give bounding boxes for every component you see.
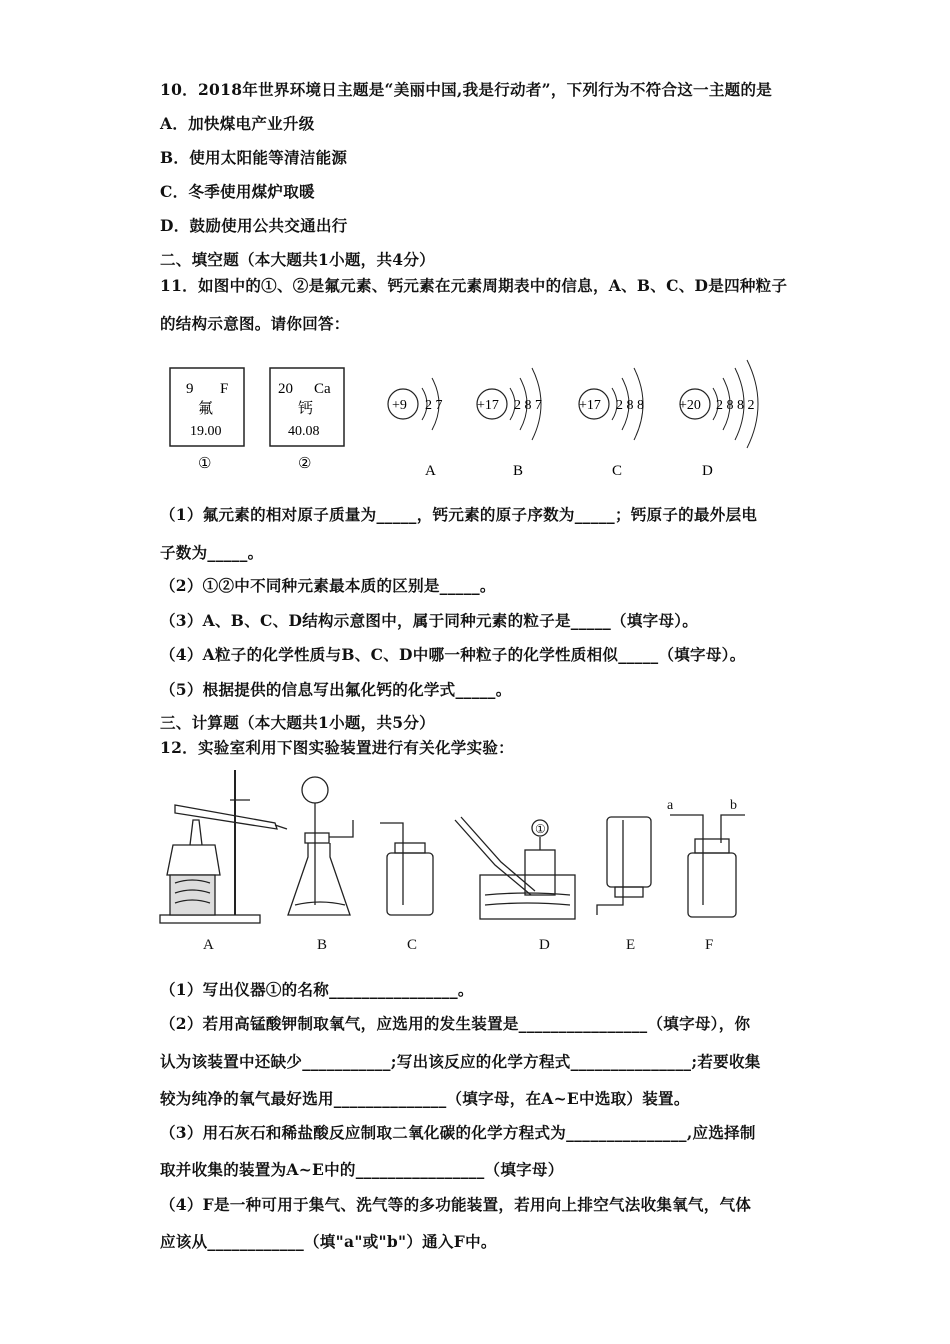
apparatus-d: [455, 817, 575, 953]
apparatus-a: [160, 770, 287, 953]
q11-stem-line1: 11．如图中的①、②是氟元素、钙元素在元素周期表中的信息，A、B、C、D是四种粒子: [160, 276, 788, 295]
svg-text:B: B: [513, 463, 524, 479]
apparatus-e: [597, 817, 651, 953]
svg-text:19.00: 19.00: [190, 424, 222, 439]
q12-sub1: （1）写出仪器①的名称________________。: [160, 980, 474, 999]
svg-text:C: C: [407, 937, 418, 953]
svg-text:D: D: [539, 937, 550, 953]
apparatus-f: [667, 798, 745, 953]
particle-diagram-b: [477, 368, 542, 479]
q11-sub5: （5）根据提供的信息写出氟化钙的化学式_____。: [160, 680, 512, 699]
svg-text:B: B: [317, 937, 328, 953]
q10-stem: 10．2018年世界环境日主题是“美丽中国,我是行动者”，下列行为不符合这一主题的是: [160, 80, 773, 99]
svg-text:2 8 8: 2 8 8: [616, 398, 644, 413]
svg-text:+20: +20: [679, 398, 701, 413]
svg-text:钙: 钙: [298, 401, 314, 417]
section-2-heading: 二、填空题（本大题共1小题，共4分）: [160, 250, 435, 269]
svg-text:氟: 氟: [198, 401, 214, 417]
q11-sub4: （4）A粒子的化学性质与B、C、D中哪一种粒子的化学性质相似_____（填字母）。: [160, 645, 746, 664]
periodic-cell-calcium: [270, 368, 344, 472]
q12-sub3-line1: （3）用石灰石和稀盐酸反应制取二氧化碳的化学方程式为_______________,应选择制: [160, 1123, 756, 1142]
svg-text:+17: +17: [579, 398, 601, 413]
q12-sub2-line2: 认为该装置中还缺少___________;写出该反应的化学方程式_______________;若要收集: [160, 1052, 761, 1071]
svg-text:9: 9: [186, 381, 194, 397]
q11-sub2: （2）①②中不同种元素最本质的区别是_____。: [160, 576, 496, 595]
svg-text:+9: +9: [392, 398, 407, 413]
svg-text:②: ②: [298, 456, 312, 472]
svg-text:40.08: 40.08: [288, 424, 320, 439]
svg-text:A: A: [203, 937, 214, 953]
q10-option-d: D．鼓励使用公共交通出行: [160, 216, 348, 235]
svg-text:b: b: [730, 798, 737, 813]
particle-diagram-a: [388, 378, 443, 479]
svg-text:C: C: [612, 463, 623, 479]
svg-text:a: a: [667, 798, 674, 813]
svg-text:D: D: [702, 463, 713, 479]
q12-sub4-line2: 应该从____________（填"a"或"b"）通入F中。: [160, 1232, 497, 1251]
q11-figure: [160, 355, 800, 485]
q11-sub1-line1: （1）氟元素的相对原子质量为_____，钙元素的原子序数为_____；钙原子的最外层电: [160, 505, 758, 524]
particle-diagram-c: [579, 368, 644, 479]
q11-sub1-line2: 子数为_____。: [160, 543, 264, 562]
svg-text:①: ①: [535, 822, 546, 836]
svg-text:2 8 7: 2 8 7: [514, 398, 542, 413]
q11-sub3: （3）A、B、C、D结构示意图中，属于同种元素的粒子是_____（填字母）。: [160, 611, 699, 630]
svg-text:20: 20: [278, 381, 293, 397]
svg-text:A: A: [425, 463, 436, 479]
svg-text:F: F: [705, 937, 714, 953]
q10-option-c: C．冬季使用煤炉取暖: [160, 182, 315, 201]
apparatus-b: [288, 777, 353, 953]
q11-stem-line2: 的结构示意图。请你回答：: [160, 314, 350, 333]
apparatus-c: [380, 823, 433, 953]
q12-sub2-line1: （2）若用高锰酸钾制取氧气，应选用的发生装置是________________（填字母），你: [160, 1014, 751, 1033]
particle-diagram-d: [679, 360, 758, 479]
section-3-heading: 三、计算题（本大题共1小题，共5分）: [160, 713, 435, 732]
svg-text:2 8 8 2: 2 8 8 2: [716, 398, 755, 413]
svg-text:+17: +17: [477, 398, 499, 413]
q12-sub3-line2: 取并收集的装置为A~E中的________________（填字母）: [160, 1160, 564, 1179]
svg-text:E: E: [626, 937, 636, 953]
svg-text:Ca: Ca: [314, 381, 331, 397]
periodic-cell-fluorine: [170, 368, 244, 472]
q12-stem: 12．实验室利用下图实验装置进行有关化学实验：: [160, 738, 514, 757]
q10-option-a: A．加快煤电产业升级: [160, 114, 315, 133]
svg-text:①: ①: [198, 456, 212, 472]
lab-apparatus-figure: [155, 765, 765, 960]
svg-text:2 7: 2 7: [425, 398, 443, 413]
q12-sub4-line1: （4）F是一种可用于集气、洗气等的多功能装置，若用向上排空气法收集氧气，气体: [160, 1195, 752, 1214]
q12-sub2-line3: 较为纯净的氧气最好选用______________（填字母，在A~E中选取）装置。: [160, 1089, 690, 1108]
svg-text:F: F: [220, 381, 229, 397]
q10-option-b: B．使用太阳能等清洁能源: [160, 148, 348, 167]
